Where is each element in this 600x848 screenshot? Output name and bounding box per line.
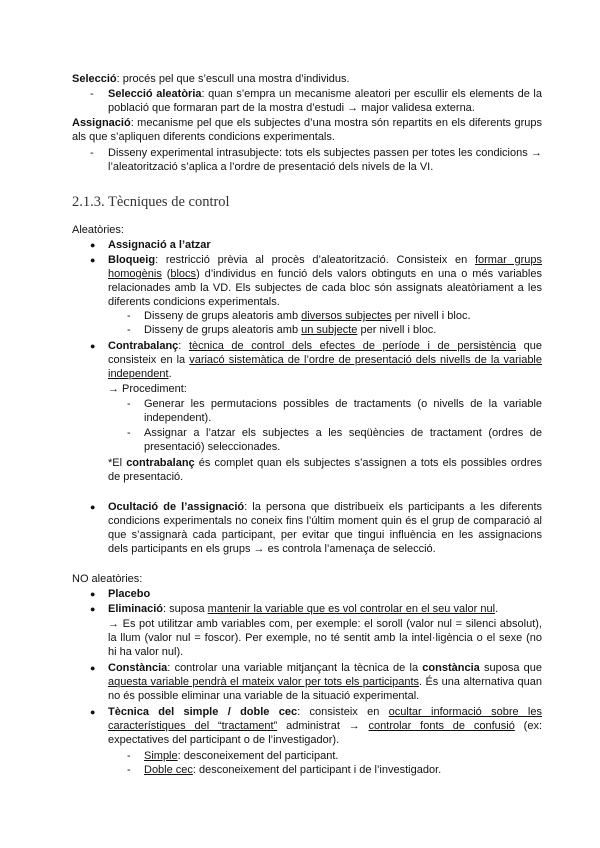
text-line — [108, 675, 542, 689]
text-line: condicions experimentals no coneix fins l’últim moment quin és el grup de comparació al — [108, 515, 542, 527]
underlined-text: blocs — [170, 268, 197, 280]
item-constancia — [108, 661, 542, 675]
underlined-text: independent — [108, 368, 169, 380]
text: per nivell i bloc. — [357, 324, 437, 336]
bullet-marker: ● — [90, 240, 96, 250]
sub-item: Generar les permutacions possibles de tractaments (o nivells de la variable — [144, 398, 542, 410]
text: : desconeixement del participant i de l’investigador. — [192, 764, 442, 776]
term: contrabalanç — [126, 457, 195, 469]
dash-marker: - — [127, 764, 131, 776]
text: : mecanisme pel que els subjectes d’una mostra són repartits en els diferents grups — [130, 117, 542, 129]
text-line: hi ha valor nul). — [108, 646, 184, 658]
underlined-text: tècnica de control dels efectes de període i de persistència — [188, 340, 517, 352]
text-line: la llum (valor nul = foscor). Per exemple, no té sentit amb la intel·ligència o el sexe (no — [108, 632, 542, 644]
sub-item — [144, 309, 471, 323]
sub-item: Assignar a l’atzar els subjectes a les seqüències de tractament (ordres de — [144, 427, 542, 439]
term: Selecció — [72, 73, 117, 85]
item-bloqueig — [108, 253, 542, 267]
text: : restricció prèvia al procès d’aleatorització. Consisteix en — [155, 254, 475, 266]
text-line: expectatives del participant o de l’investigador). — [108, 734, 340, 746]
text-line: no és possible eliminar una variable de la situació experimental. — [108, 690, 420, 702]
term: Contrabalanç — [108, 340, 179, 352]
text-line — [108, 367, 172, 381]
text: : quan s’empra un mecanisme aleatori per escullir els elements de la — [201, 88, 542, 100]
underlined-text: homogènis — [108, 268, 162, 280]
text-line: presentació) seleccionades. — [144, 441, 281, 453]
underlined-text: característiques del “tractament” — [108, 720, 278, 732]
text: *El — [108, 457, 127, 469]
dash-marker: - — [90, 147, 94, 159]
underlined-text: controlar fonts de confusió — [368, 720, 515, 732]
underlined-text: variacó sistemàtica de l’ordre de presentació dels nivells de la variable — [189, 354, 542, 366]
text: : procés pel que s’escull una mostra d’individus. — [116, 73, 350, 85]
bullet-marker: ● — [90, 255, 96, 265]
underlined-text: Simple — [144, 750, 178, 762]
underlined-text: diversos subjectes — [301, 310, 392, 322]
definition-assignacio — [72, 116, 542, 130]
subsection-title: Aleatòries: — [72, 224, 124, 236]
text-line: de presentació. — [108, 471, 184, 483]
text: suposa que — [479, 662, 542, 674]
item-eliminacio — [108, 602, 498, 616]
text: consisteix en la — [108, 354, 190, 366]
text: : la persona que distribueix els participants a les diferents — [244, 501, 542, 513]
bullet-marker: ● — [90, 707, 96, 717]
term: Selecció aleatòria — [108, 88, 202, 100]
term: Bloqueig — [108, 254, 156, 266]
item-assignacio-atzar: Assignació a l’atzar — [108, 239, 211, 251]
term: Assignació — [72, 117, 131, 129]
underlined-text: Doble cec — [144, 764, 193, 776]
text: . — [495, 603, 499, 615]
text: : controlar una variable mitjançant la tècnica de la — [167, 662, 423, 674]
dash-marker: - — [127, 310, 131, 322]
text: ) d’individus en funció dels valors obtinguts en una o més variables — [196, 268, 542, 280]
item-ocultacio — [108, 500, 542, 514]
sub-item — [144, 749, 338, 763]
item-placebo: Placebo — [108, 588, 151, 600]
text-line: l’aleatorització s’aplica a l’ordre de presentació dels nivels de la VI. — [108, 161, 434, 173]
underlined-text: ocultar informació sobre les — [388, 706, 542, 718]
item-contrabalanc — [108, 339, 542, 353]
underlined-text: aquesta variable pendrà el mateix valor per tots els participants — [108, 676, 420, 688]
term: constància — [422, 662, 480, 674]
text: administrat → — [277, 720, 369, 732]
text: (ex: — [514, 720, 542, 732]
text-line: població que formaran part de la mostra d’estudi → major validesa externa. — [108, 102, 475, 114]
text-line: relacionades amb la VD. Els subjectes de cada bloc són assignats aleatòriament a les — [108, 282, 542, 294]
text-line — [108, 719, 542, 733]
text-line: dels participants en els grups → es controla l’amenaça de selecció. — [108, 543, 436, 555]
underlined-text: mantenir la variable que es vol controlar en el seu valor nul — [207, 603, 496, 615]
item-simple-doble-cec — [108, 705, 542, 719]
text: ( — [161, 268, 171, 280]
dash-marker: - — [127, 427, 131, 439]
bullet-marker: ● — [90, 604, 96, 614]
text-line: → Es pot utilitzar amb variables com, per exemple: el soroll (valor nul = silenci absolut), — [108, 618, 542, 630]
text: : suposa — [163, 603, 208, 615]
text: . És una alternativa quan — [419, 676, 542, 688]
note — [108, 456, 542, 470]
dash-marker: - — [90, 88, 94, 100]
text: Disseny de grups aleatoris amb — [144, 324, 302, 336]
term: Tècnica del simple / doble cec — [108, 706, 298, 718]
text-line: que s’assignarà cada participant, per evitar que tingui influència en les assignacions — [108, 529, 542, 541]
text: : — [178, 340, 189, 352]
text: que — [516, 340, 543, 352]
text: per nivell i bloc. — [391, 310, 471, 322]
text-line: als que s’apliquen diferents condicions experimentals. — [72, 131, 335, 143]
text: : consisteix en — [297, 706, 389, 718]
underlined-text: formar grups — [474, 254, 542, 266]
text: Disseny de grups aleatoris amb — [144, 310, 302, 322]
term: Ocultació de l’assignació — [108, 501, 245, 513]
text-line — [108, 353, 542, 367]
bullet-marker: ● — [90, 502, 96, 512]
text-line: independent). — [144, 412, 212, 424]
definition-seleccio-aleatoria — [108, 87, 542, 101]
sub-item — [144, 763, 441, 777]
definition-seleccio — [72, 72, 350, 86]
text: és complet quan els subjectes s’assignen a tots els possibles ordres — [194, 457, 542, 469]
term: Eliminació — [108, 603, 164, 615]
subsection-title: NO aleatòries: — [72, 573, 143, 585]
sub-item — [144, 323, 436, 337]
section-heading: 2.1.3. Tècniques de control — [72, 194, 230, 210]
underlined-text: un subjecte — [301, 324, 358, 336]
text-line: → Procediment: — [108, 383, 187, 395]
text-line: diferents condicions experimentals. — [108, 296, 280, 308]
bullet-marker: ● — [90, 341, 96, 351]
dash-marker: - — [127, 750, 131, 762]
bullet-marker: ● — [90, 663, 96, 673]
text-line: Disseny experimental intrasubjecte: tots els subjectes passen per totes les condicions → — [108, 147, 542, 159]
text-line — [108, 267, 542, 281]
term: Constància — [108, 662, 168, 674]
bullet-marker: ● — [90, 589, 96, 599]
text: : desconeixement del participant. — [177, 750, 339, 762]
text: . — [168, 368, 172, 380]
dash-marker: - — [127, 398, 131, 410]
dash-marker: - — [127, 324, 131, 336]
